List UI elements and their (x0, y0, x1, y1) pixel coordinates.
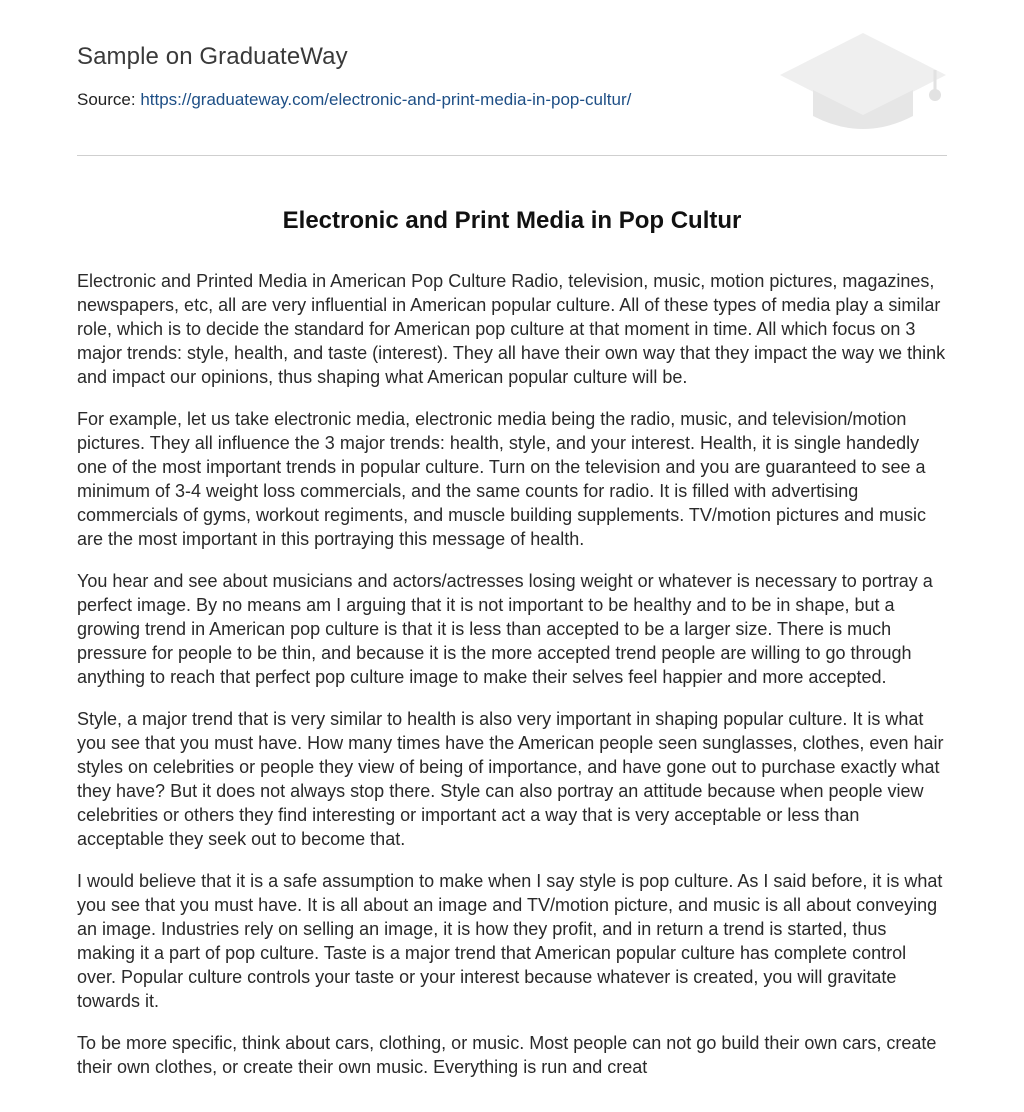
paragraph: I would believe that it is a safe assumption to make when I say style is pop culture. As I said before, it is what you see that you must have. It is all about an image and TV/motion picture, and music is all about conveying an image. Industries rely on selling an image, it is how they profit, and in return a trend is started, thus making it a part of pop culture. Taste is a major trend that American popular culture has complete control over. Popular culture controls your taste or your interest because whatever is created, you will gravitate towards it. (77, 871, 943, 1011)
page (77, 0, 947, 1097)
graduation-cap-icon (779, 30, 947, 134)
source-line (77, 90, 631, 110)
header (77, 0, 947, 156)
article-body (77, 269, 947, 1079)
paragraph: Electronic and Printed Media in American Pop Culture Radio, television, music, motion pictures, magazines, newspapers, etc, all are very influential in American popular culture. All of these types of media play a similar role, which is to decide the standard for American pop culture at that moment in time. All which focus on 3 major trends: style, health, and taste (interest). They all have their own way that they impact the way we think and impact our opinions, thus shaping what American popular culture will be. (77, 271, 946, 387)
source-label: Source: (77, 90, 136, 109)
paragraph: You hear and see about musicians and actors/actresses losing weight or whatever is necessary to portray a perfect image. By no means am I arguing that it is not important to be healthy and to be in shape, but a growing trend in American pop culture is that it is less than accepted to be a larger size. There is much pressure for people to be thin, and because it is the more accepted trend people are willing to go through anything to reach that perfect pop culture image to make their selves feel happier and more accepted. (77, 571, 933, 687)
paragraph: To be more specific, think about cars, clothing, or music. Most people can not go build their own cars, create their own clothes, or create their own music. Everything is run and creat (77, 1033, 937, 1077)
site-title: Sample on GraduateWay (77, 43, 348, 70)
paragraph: Style, a major trend that is very similar to health is also very important in shaping popular culture. It is what you see that you must have. How many times have the American people seen sunglasses, clothes, even hair styles on celebrities or people they view of being of importance, and have gone out to purchase exactly what they have? But it does not always stop there. Style can also portray an attitude because when people view celebrities or others they find interesting or important act a way that is very acceptable or less than acceptable they seek out to become that. (77, 709, 944, 849)
article-title: Electronic and Print Media in Pop Cultur (282, 207, 742, 234)
source-link[interactable]: https://graduateway.com/electronic-and-print-media-in-pop-cultur/ (140, 90, 632, 109)
paragraph: For example, let us take electronic media, electronic media being the radio, music, and television/motion pictures. They all influence the 3 major trends: health, style, and your interest. Health, it is single handedly one of the most important trends in popular culture. Turn on the television and you are guaranteed to see a minimum of 3-4 weight loss commercials, and the same counts for radio. It is filled with advertising commercials of gyms, workout regiments, and muscle building supplements. TV/motion pictures and music are the most important in this portraying this message of health. (77, 409, 927, 549)
